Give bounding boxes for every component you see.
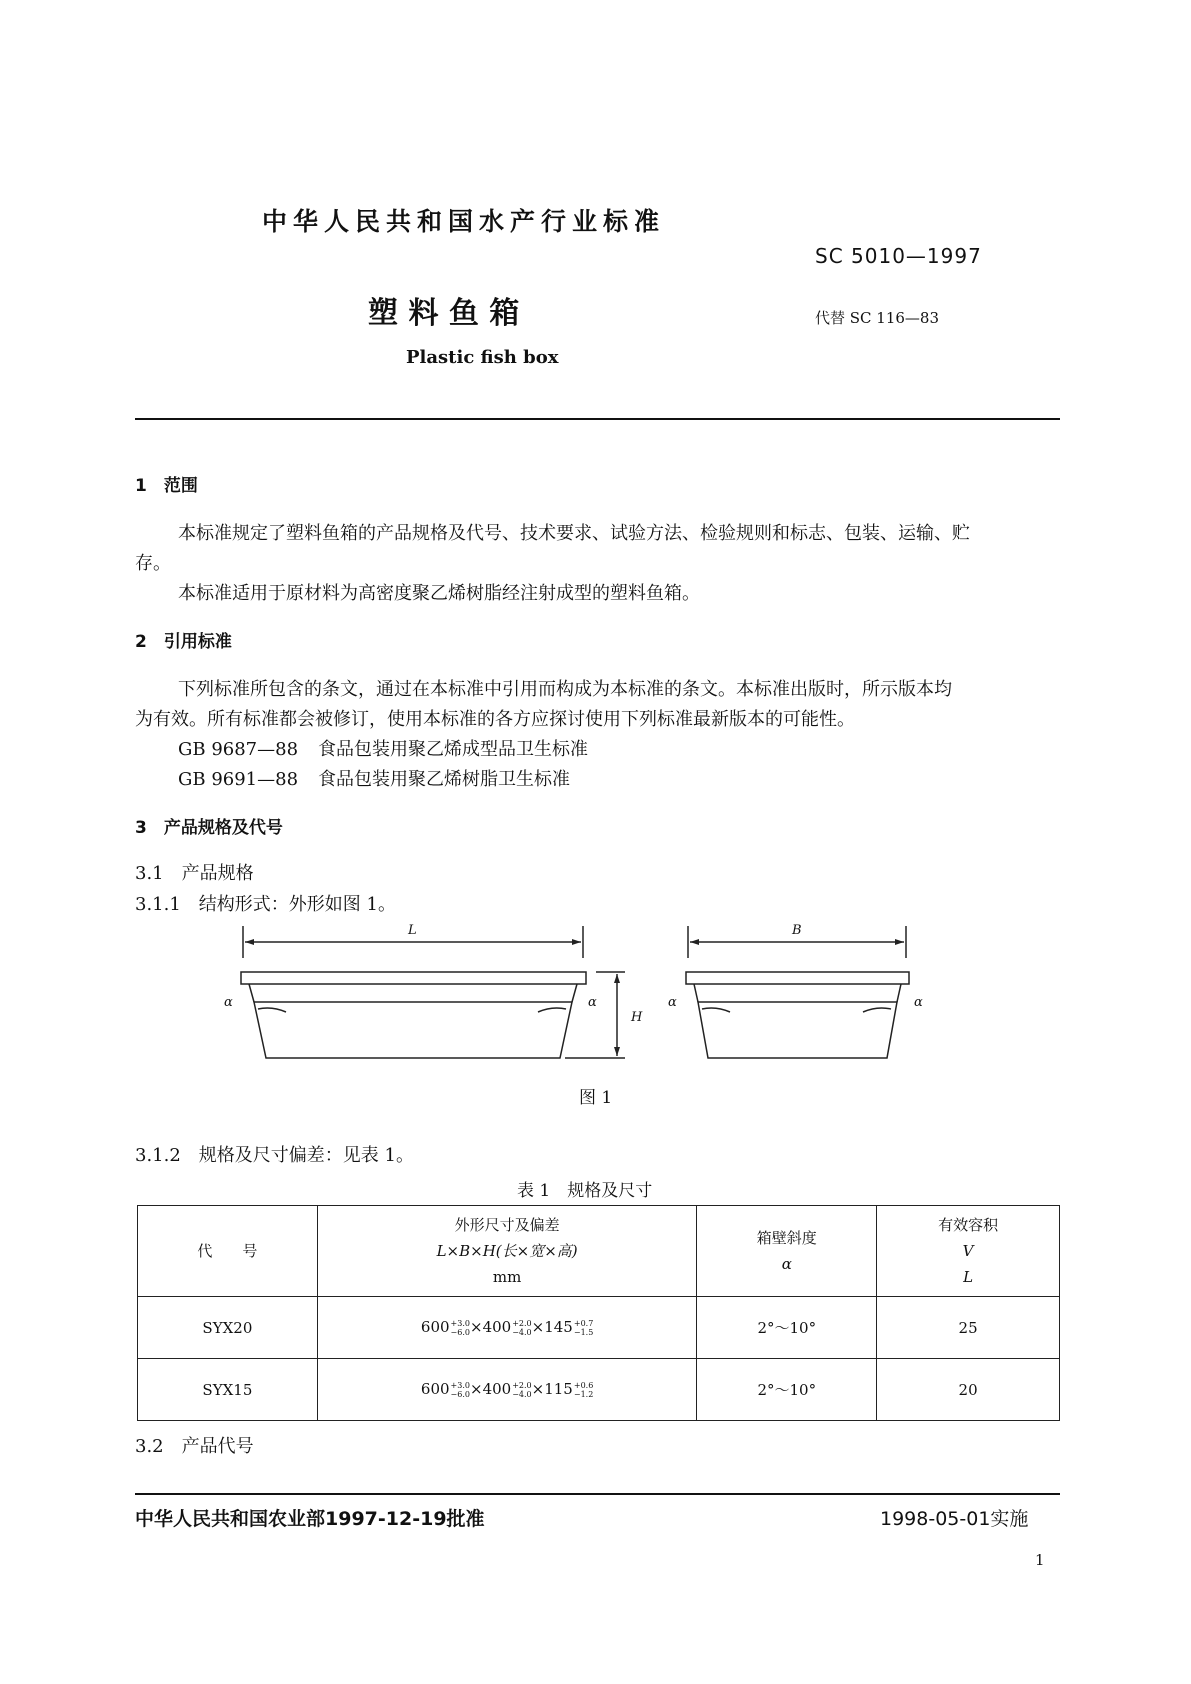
table-row	[138, 1359, 1060, 1421]
reference-1-code: GB 9687—88	[178, 739, 299, 760]
header-slope-line-1: 箱壁斜度	[756, 1229, 817, 1247]
effective-date: 1998-05-01实施	[880, 1508, 1029, 1530]
dim-H: 115	[544, 1380, 573, 1398]
cell-code: SYX20	[138, 1297, 318, 1359]
document-title: 塑 料 鱼 箱	[368, 296, 520, 331]
section-3-1-2: 3.1.2 规格及尺寸偏差：见表 1。	[135, 1145, 414, 1166]
section-1-paragraph-1-cont: 存。	[135, 553, 171, 574]
label-alpha-1: α	[224, 995, 233, 1010]
tol-upper: +0.6	[573, 1381, 594, 1390]
table-header-row	[138, 1206, 1060, 1297]
english-title: Plastic fish box	[406, 347, 559, 368]
cell-volume: 20	[877, 1359, 1060, 1421]
header-volume-symbol: V	[962, 1242, 974, 1260]
dim-H: 145	[544, 1318, 573, 1336]
tol-upper: +2.0	[512, 1381, 532, 1390]
section-2-paragraph: 下列标准所包含的条文，通过在本标准中引用而构成为本标准的条文。本标准出版时，所示版本均	[178, 679, 952, 700]
header-dimensions-line-1: 外形尺寸及偏差	[454, 1216, 560, 1234]
cell-slope: 2°～10°	[697, 1297, 877, 1359]
header-slope	[697, 1206, 877, 1297]
header-volume-unit: L	[963, 1268, 974, 1286]
figure-1-caption: 图 1	[579, 1088, 613, 1108]
reference-1-title: 食品包装用聚乙烯成型品卫生标准	[318, 739, 588, 760]
tol-lower: −4.0	[512, 1328, 532, 1337]
header-rule	[135, 418, 1060, 420]
cell-slope: 2°～10°	[697, 1359, 877, 1421]
label-alpha-2: α	[588, 995, 597, 1010]
section-1-heading: 1 范围	[135, 476, 198, 496]
section-2-paragraph-cont: 为有效。所有标准都会被修订，使用本标准的各方应探讨使用下列标准最新版本的可能性。	[135, 709, 855, 730]
standard-number: SC 5010—1997	[815, 244, 982, 268]
figure-1-drawing	[220, 918, 980, 1068]
tol-upper: +3.0	[450, 1319, 470, 1328]
box-body-left	[254, 1002, 572, 1058]
header-slope-symbol: α	[781, 1255, 792, 1273]
reference-2-title: 食品包装用聚乙烯树脂卫生标准	[318, 769, 570, 790]
box-rim-left	[241, 972, 586, 984]
section-1-paragraph-1: 本标准规定了塑料鱼箱的产品规格及代号、技术要求、试验方法、检验规则和标志、包装、运输、贮	[178, 523, 970, 544]
cell-volume: 25	[877, 1297, 1060, 1359]
section-3-1-1: 3.1.1 结构形式：外形如图 1。	[135, 894, 396, 915]
tol-lower: −4.0	[512, 1390, 532, 1399]
tol-upper: +3.0	[450, 1381, 470, 1390]
label-B: B	[792, 923, 802, 938]
section-1-paragraph-2: 本标准适用于原材料为高密度聚乙烯树脂经注射成型的塑料鱼箱。	[178, 583, 700, 604]
cell-dimensions: 600 +3.0 −6.0 ×400 +2.0 −4.0 ×115 +0.6 −1.2	[317, 1359, 697, 1421]
replaces-note: 代替 SC 116—83	[815, 309, 940, 327]
section-3-1-heading: 3.1 产品规格	[135, 863, 254, 884]
org-title: 中华人民共和国水产行业标准	[262, 207, 666, 236]
dim-L: 600	[420, 1318, 450, 1336]
cell-code: SYX15	[138, 1359, 318, 1421]
header-code: 代 号	[138, 1206, 318, 1297]
page-number: 1	[1035, 1551, 1045, 1569]
section-3-heading: 3 产品规格及代号	[135, 818, 283, 838]
tol-lower: −6.0	[450, 1390, 470, 1399]
header-dimensions	[317, 1206, 697, 1297]
spec-table	[137, 1205, 1060, 1421]
table-row	[138, 1297, 1060, 1359]
tol-lower: −1.2	[573, 1390, 594, 1399]
header-dimensions-line-2: L×B×H(长×宽×高)	[436, 1242, 578, 1260]
dim-L: 600	[420, 1380, 450, 1398]
header-dimensions-unit: mm	[492, 1268, 522, 1286]
tol-upper: +0.7	[573, 1319, 594, 1328]
tol-lower: −6.0	[450, 1328, 470, 1337]
label-alpha-4: α	[914, 995, 923, 1010]
label-H: H	[631, 1010, 643, 1025]
box-rim-right	[686, 972, 909, 984]
header-volume-line-1: 有效容积	[938, 1216, 999, 1234]
approval-line: 中华人民共和国农业部1997-12-19批准	[135, 1508, 485, 1530]
section-3-2-heading: 3.2 产品代号	[135, 1436, 254, 1457]
reference-2-code: GB 9691—88	[178, 769, 299, 790]
dim-B: 400	[482, 1380, 512, 1398]
table-1-caption: 表 1 规格及尺寸	[517, 1181, 653, 1201]
label-alpha-3: α	[668, 995, 677, 1010]
header-volume	[877, 1206, 1060, 1297]
tol-lower: −1.5	[573, 1328, 594, 1337]
section-2-heading: 2 引用标准	[135, 632, 232, 652]
dim-B: 400	[482, 1318, 512, 1336]
footer-rule	[135, 1493, 1060, 1495]
tol-upper: +2.0	[512, 1319, 532, 1328]
cell-dimensions: 600 +3.0 −6.0 ×400 +2.0 −4.0 ×145 +0.7 −1.5	[317, 1297, 697, 1359]
label-L: L	[408, 923, 417, 938]
